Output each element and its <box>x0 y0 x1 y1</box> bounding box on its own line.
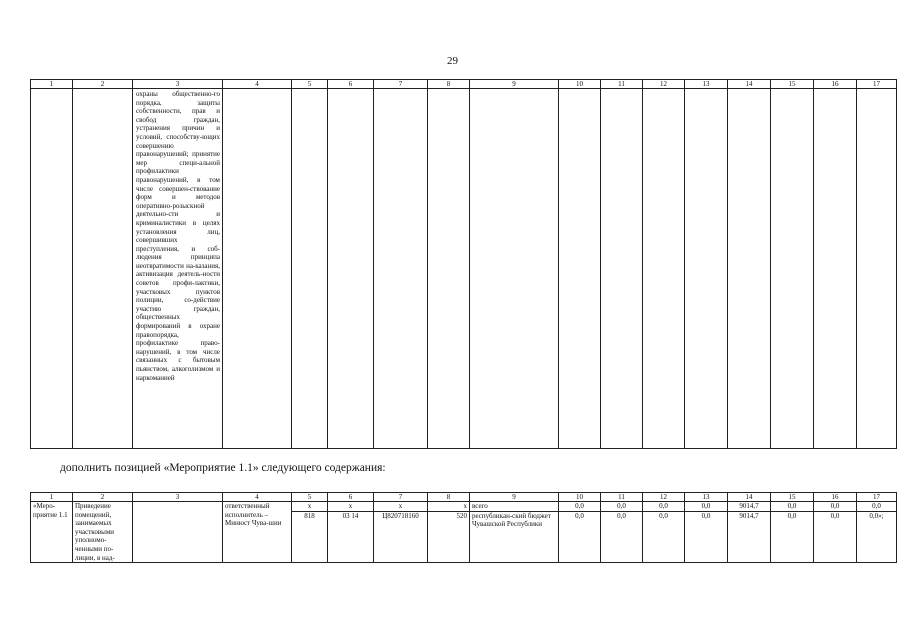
column-number: 4 <box>223 80 292 89</box>
cell <box>559 89 601 449</box>
cell: 9014,7 <box>728 511 771 563</box>
column-number: 9 <box>470 493 559 502</box>
executor-cell: ответственный исполнитель – Минюст Чува-шии <box>223 502 292 563</box>
column-number: 5 <box>292 80 328 89</box>
cell: 0,0 <box>559 502 601 512</box>
funding-source-cell: республикан-ский бюджет Чувашской Республики <box>470 511 559 563</box>
cell: х <box>428 502 470 512</box>
column-number: 13 <box>685 493 728 502</box>
measure-description-cell: охраны общественно-го порядка, защиты собственности, прав и свобод граждан, устранения причин и условий, способству-ющих совершению правонарушений; принятие мер специ-альной профилактики правонарушений, в том числе совершен-ствование форм и методов оперативно-розыскной деятельно-сти и криминалистики в целях установления лиц, совершивших преступления, и соб-людения принципа неотвратимости на-казания, активизация деятель-ности советов профи-лактики, участковых пунктов полиции, со-действие участию граждан, общественных формирований в охране правопорядка, профилактике право-нарушений, в том числе связанных с бытовым пьянством, алкоголизмом и наркоманией <box>133 89 223 449</box>
column-number: 2 <box>73 493 133 502</box>
cell <box>470 89 559 449</box>
cell: 0,0 <box>771 511 814 563</box>
cell: 0,0 <box>643 511 685 563</box>
column-number: 13 <box>685 80 728 89</box>
table-row <box>31 502 897 512</box>
column-number: 1 <box>31 80 73 89</box>
cell <box>223 89 292 449</box>
cell: 520 <box>428 511 470 563</box>
column-number: 3 <box>133 80 223 89</box>
cell: х <box>292 502 328 512</box>
cell: 0,0 <box>857 502 897 512</box>
column-number: 12 <box>643 493 685 502</box>
cell: 0,0»; <box>857 511 897 563</box>
column-number: 17 <box>857 493 897 502</box>
cell <box>428 89 470 449</box>
measure-1-1-table <box>30 492 897 563</box>
cell: 0,0 <box>601 511 643 563</box>
column-number: 11 <box>601 80 643 89</box>
cell <box>685 89 728 449</box>
cell: 0,0 <box>685 511 728 563</box>
column-number: 4 <box>223 493 292 502</box>
column-number-row <box>31 80 897 89</box>
cell: Ц820718160 <box>374 511 428 563</box>
column-number: 9 <box>470 80 559 89</box>
column-number: 5 <box>292 493 328 502</box>
column-number: 10 <box>559 80 601 89</box>
measure-label-cell: «Меро-приятие 1.1 <box>31 502 73 563</box>
cell: 9014,7 <box>728 502 771 512</box>
column-number: 11 <box>601 493 643 502</box>
column-number: 7 <box>374 493 428 502</box>
table-row <box>31 89 897 449</box>
cell: 0,0 <box>771 502 814 512</box>
column-number: 12 <box>643 80 685 89</box>
cell: 0,0 <box>643 502 685 512</box>
cell: 0,0 <box>814 502 857 512</box>
measure-title-cell: Приведение помещений, занимаемых участковыми уполномо-ченными по-лиции, в над- <box>73 502 133 563</box>
column-number: 7 <box>374 80 428 89</box>
column-number: 10 <box>559 493 601 502</box>
cell: 0,0 <box>814 511 857 563</box>
cell <box>73 89 133 449</box>
cell <box>771 89 814 449</box>
column-number: 6 <box>328 493 374 502</box>
column-number: 1 <box>31 493 73 502</box>
cell <box>643 89 685 449</box>
cell: х <box>328 502 374 512</box>
column-number: 8 <box>428 80 470 89</box>
cell: 0,0 <box>601 502 643 512</box>
cell: 03 14 <box>328 511 374 563</box>
cell <box>728 89 771 449</box>
column-number: 8 <box>428 493 470 502</box>
measures-table-continued <box>30 79 897 449</box>
column-number: 6 <box>328 80 374 89</box>
cell <box>374 89 428 449</box>
cell <box>292 89 328 449</box>
funding-source-cell: всего <box>470 502 559 512</box>
cell: 0,0 <box>559 511 601 563</box>
cell <box>133 502 223 563</box>
column-number: 14 <box>728 80 771 89</box>
column-number: 3 <box>133 493 223 502</box>
page-number: 29 <box>447 55 458 67</box>
cell: 818 <box>292 511 328 563</box>
column-number: 17 <box>857 80 897 89</box>
column-number: 16 <box>814 493 857 502</box>
column-number: 14 <box>728 493 771 502</box>
cell <box>857 89 897 449</box>
cell: х <box>374 502 428 512</box>
column-number-row <box>31 493 897 502</box>
column-number: 16 <box>814 80 857 89</box>
column-number: 15 <box>771 80 814 89</box>
cell: 0,0 <box>685 502 728 512</box>
column-number: 15 <box>771 493 814 502</box>
column-number: 2 <box>73 80 133 89</box>
cell <box>814 89 857 449</box>
cell <box>31 89 73 449</box>
cell <box>601 89 643 449</box>
amendment-heading: дополнить позицией «Мероприятие 1.1» следующего содержания: <box>60 462 386 474</box>
cell <box>328 89 374 449</box>
